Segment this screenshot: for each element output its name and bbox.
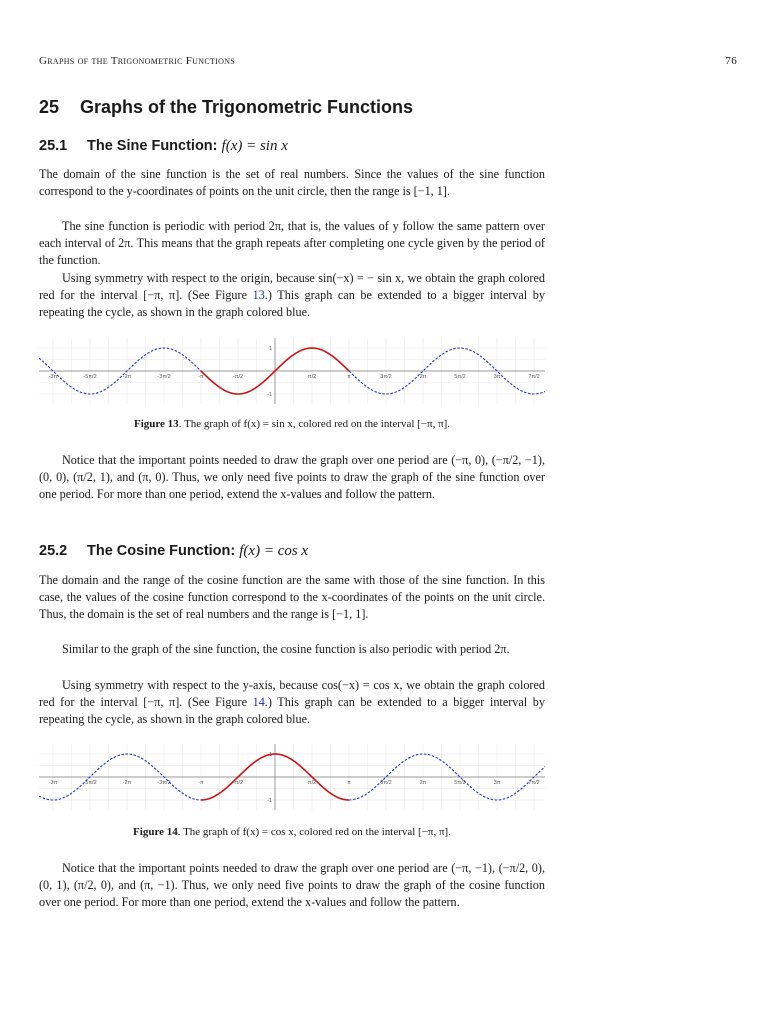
y-tick-label: -1	[267, 798, 272, 804]
x-tick-label: -π	[198, 780, 204, 786]
figure-13-label: Figure 13	[133, 418, 179, 430]
figure-14-link[interactable]: 14	[252, 695, 265, 709]
figure-13-link[interactable]: 13	[252, 288, 265, 302]
x-tick-label: -5π/2	[83, 780, 97, 786]
x-tick-label: 5π/2	[454, 780, 466, 786]
x-tick-label: 2π	[419, 780, 427, 786]
sine-paragraph-2: The sine function is periodic with period 2π, that is, the values of y follow the same pattern over each interval of 2π. This means that the graph repeats after completing one cycle given by the period of the function.	[39, 219, 545, 267]
x-tick-label: -3π/2	[157, 374, 171, 380]
y-tick-label: -1	[267, 392, 272, 398]
x-tick-label: π	[347, 374, 351, 380]
figure-13-caption-text: . The graph of f(x) = sin x, colored red on the interval [−π, π].	[178, 418, 451, 430]
x-tick-label: 3π/2	[380, 374, 392, 380]
x-tick-label: 2π	[419, 374, 427, 380]
x-tick-label: -3π	[48, 780, 58, 786]
cosine-subsection-title: The Cosine Function:	[87, 543, 236, 559]
page-number: 76	[725, 55, 737, 67]
figure-14-caption	[39, 826, 545, 838]
x-tick-label: 3π	[493, 780, 501, 786]
section-heading	[39, 97, 413, 118]
x-tick-label: π/2	[307, 780, 317, 786]
sine-subsection-title: The Sine Function:	[87, 138, 218, 154]
sine-graph	[39, 336, 545, 406]
cosine-subsection-number: 25.2	[39, 543, 68, 559]
x-tick-label: -π/2	[232, 374, 244, 380]
cosine-paragraph-3	[39, 677, 545, 728]
sine-p3-text-b: .) This graph can be extended to a bigger interval by repeating the cycle, as shown in the graph colored blue.	[39, 288, 545, 319]
sine-subsection-number: 25.1	[39, 138, 68, 154]
cosine-paragraph-1: The domain and the range of the cosine function are the same with those of the sine function. In this case, the values of the cosine function correspond to the x-coordinates of the points on the unit circle. Thus, the domain is the set of real numbers and the range is [−1, 1].	[39, 573, 545, 621]
running-header	[39, 55, 737, 67]
x-tick-label: -2π	[122, 374, 132, 380]
sine-formula: f(x) = sin x	[221, 138, 288, 154]
cosine-subsection-heading	[39, 543, 308, 560]
x-tick-label: 3π	[493, 374, 501, 380]
sine-paragraph-1: The domain of the sine function is the set of real numbers. Since the values of the sine function correspond to the y-coordinates of points on the unit circle, then the range is [−1, 1].	[39, 167, 545, 198]
sine-paragraph-3	[39, 270, 545, 321]
sine-p3-text-a: Using symmetry with respect to the origin, because sin(−x) = − sin x, we obtain the graph colored red for the interval [−π, π]. (See Figure	[39, 271, 545, 302]
section-number: 25	[39, 97, 60, 117]
figure-13-caption	[39, 418, 545, 430]
x-tick-label: -π	[198, 374, 204, 380]
cosine-p3-text-b: .) This graph can be extended to a bigger interval by repeating the cycle, as shown in the graph colored blue.	[39, 695, 545, 726]
sine-subsection-heading	[39, 138, 288, 155]
cosine-p3-text-a: Using symmetry with respect to the y-axis, because cos(−x) = cos x, we obtain the graph colored red for the interval [−π, π]. (See Figure	[39, 678, 545, 709]
x-tick-label: -3π	[48, 374, 58, 380]
cosine-paragraph-2: Similar to the graph of the sine function, the cosine function is also periodic with period 2π.	[62, 642, 510, 656]
cosine-paragraph-4: Notice that the important points needed to draw the graph over one period are (−π, −1), (−π/2, 0), (0, 1), (π/2, 0), and (π, −1). Thus, we only need five points to draw the graph of the cosine function over one period. For more than one period, extend the x-values and follow the pattern.	[39, 861, 545, 909]
y-tick-label: 1	[268, 752, 272, 758]
x-tick-label: -5π/2	[83, 374, 97, 380]
cosine-formula: f(x) = cos x	[239, 543, 309, 559]
x-tick-label: 5π/2	[454, 374, 466, 380]
x-tick-label: -2π	[122, 780, 132, 786]
x-tick-label: 3π/2	[380, 780, 392, 786]
figure-14-caption-text: . The graph of f(x) = cos x, colored red on the interval [−π, π].	[177, 826, 451, 838]
x-tick-label: -3π/2	[157, 780, 171, 786]
x-tick-label: 7π/2	[528, 374, 540, 380]
cosine-graph	[39, 742, 545, 812]
section-title: Graphs of the Trigonometric Functions	[80, 97, 414, 117]
sine-paragraph-4: Notice that the important points needed to draw the graph over one period are (−π, 0), (−π/2, −1), (0, 0), (π/2, 1), and (π, 0). Thus, we only need five points to draw the graph of the sine function over one period. For more than one period, extend the x-values and follow the pattern.	[39, 453, 545, 501]
x-tick-label: π/2	[307, 374, 317, 380]
y-tick-label: 1	[268, 346, 272, 352]
figure-14-label: Figure 14	[133, 826, 178, 838]
x-tick-label: π	[347, 780, 351, 786]
running-title: Graphs of the Trigonometric Functions	[39, 55, 236, 67]
x-tick-label: 7π/2	[528, 780, 540, 786]
x-tick-label: -π/2	[232, 780, 244, 786]
